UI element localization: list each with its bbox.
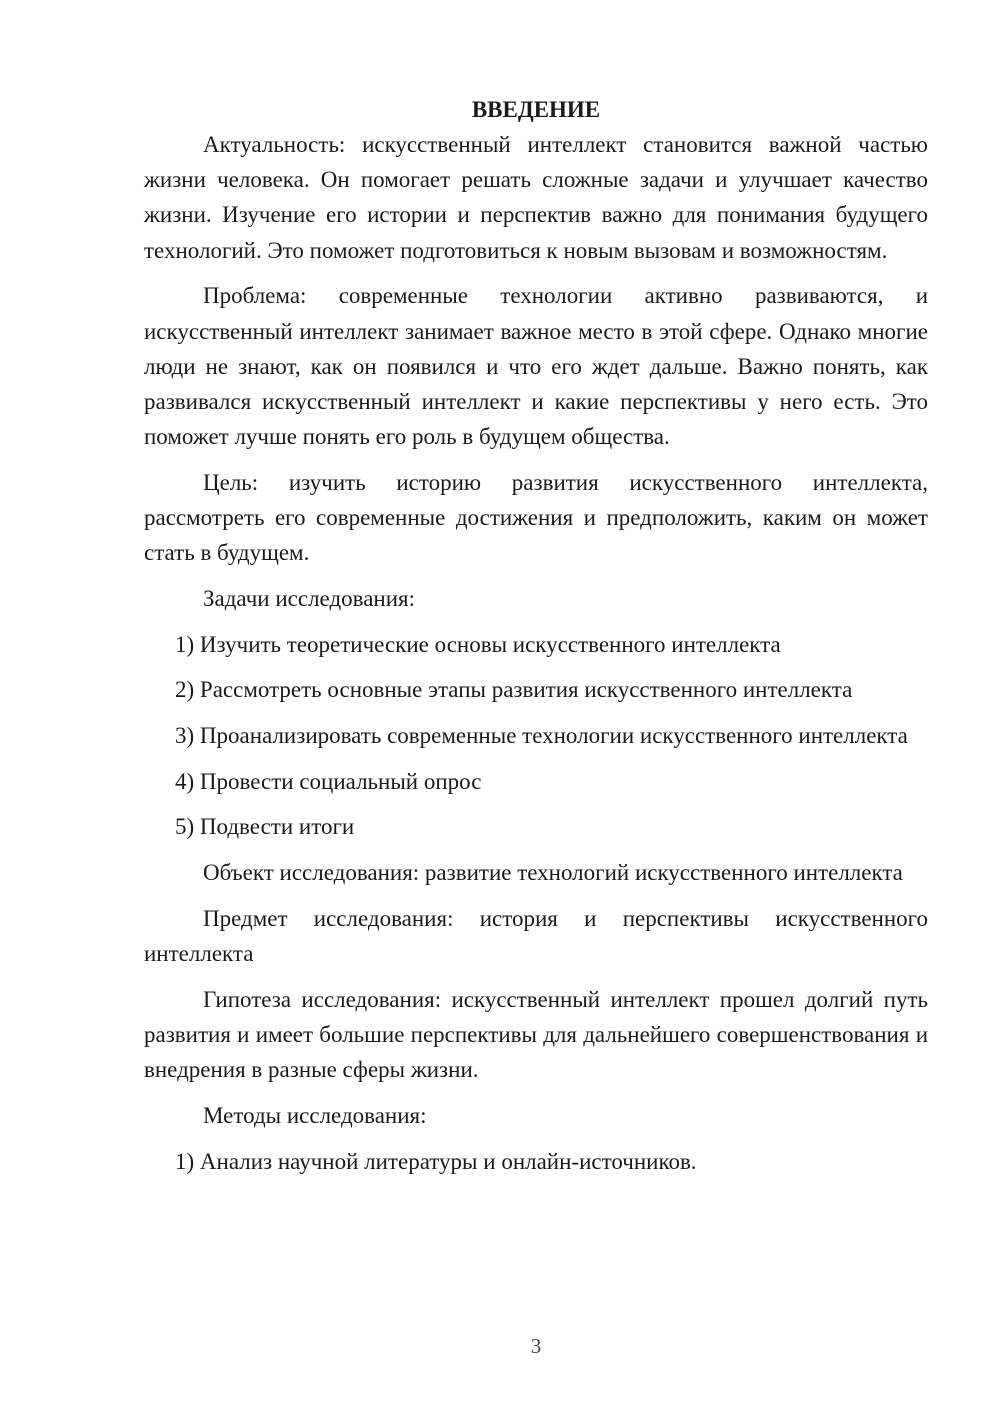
document-page: [144, 92, 928, 1189]
relevance-paragraph: Актуальность: искусственный интеллект становится важной частью жизни человека. Он помогает решать сложные задачи и улучшает качество жизни. Изучение его истории и перспектив важно для понимания будущего технологий. Это поможет подготовиться к новым вызовам и возможностям.: [144, 132, 928, 263]
object-paragraph: Объект исследования: развитие технологий искусственного интеллекта: [203, 860, 903, 886]
hypothesis-paragraph: Гипотеза исследования: искусственный интеллект прошел долгий путь развития и имеет большие перспективы для дальнейшего совершенствования и внедрения в разные сферы жизни.: [144, 986, 928, 1083]
page-number: 3: [530, 1334, 542, 1358]
methods-heading: Методы исследования:: [203, 1102, 427, 1128]
task-item-5: 5) Подвести итоги: [175, 814, 355, 840]
method-item-1: 1) Анализ научной литературы и онлайн-источников.: [175, 1148, 697, 1174]
page-title: ВВЕДЕНИЕ: [471, 97, 601, 122]
task-item-4: 4) Провести социальный опрос: [175, 768, 482, 794]
goal-paragraph: Цель: изучить историю развития искусственного интеллекта, рассмотреть его современные достижения и предположить, каким он может стать в будущем.: [144, 469, 928, 566]
task-item-2: 2) Рассмотреть основные этапы развития искусственного интеллекта: [175, 677, 853, 703]
task-item-3: 3) Проанализировать современные технологии искусственного интеллекта: [175, 723, 908, 749]
problem-paragraph: Проблема: современные технологии активно развиваются, и искусственный интеллект занимает важное место в этой сфере. Однако многие люди не знают, как он появился и что его ждет дальше. Важно понять, как развивался искусственный интеллект и какие перспективы у него есть. Это поможет лучше понять его роль в будущем общества.: [144, 283, 928, 450]
subject-paragraph: Предмет исследования: история и перспективы искусственного интеллекта: [144, 905, 928, 967]
tasks-heading: Задачи исследования:: [203, 585, 416, 611]
task-item-1: 1) Изучить теоретические основы искусственного интеллекта: [175, 631, 781, 657]
